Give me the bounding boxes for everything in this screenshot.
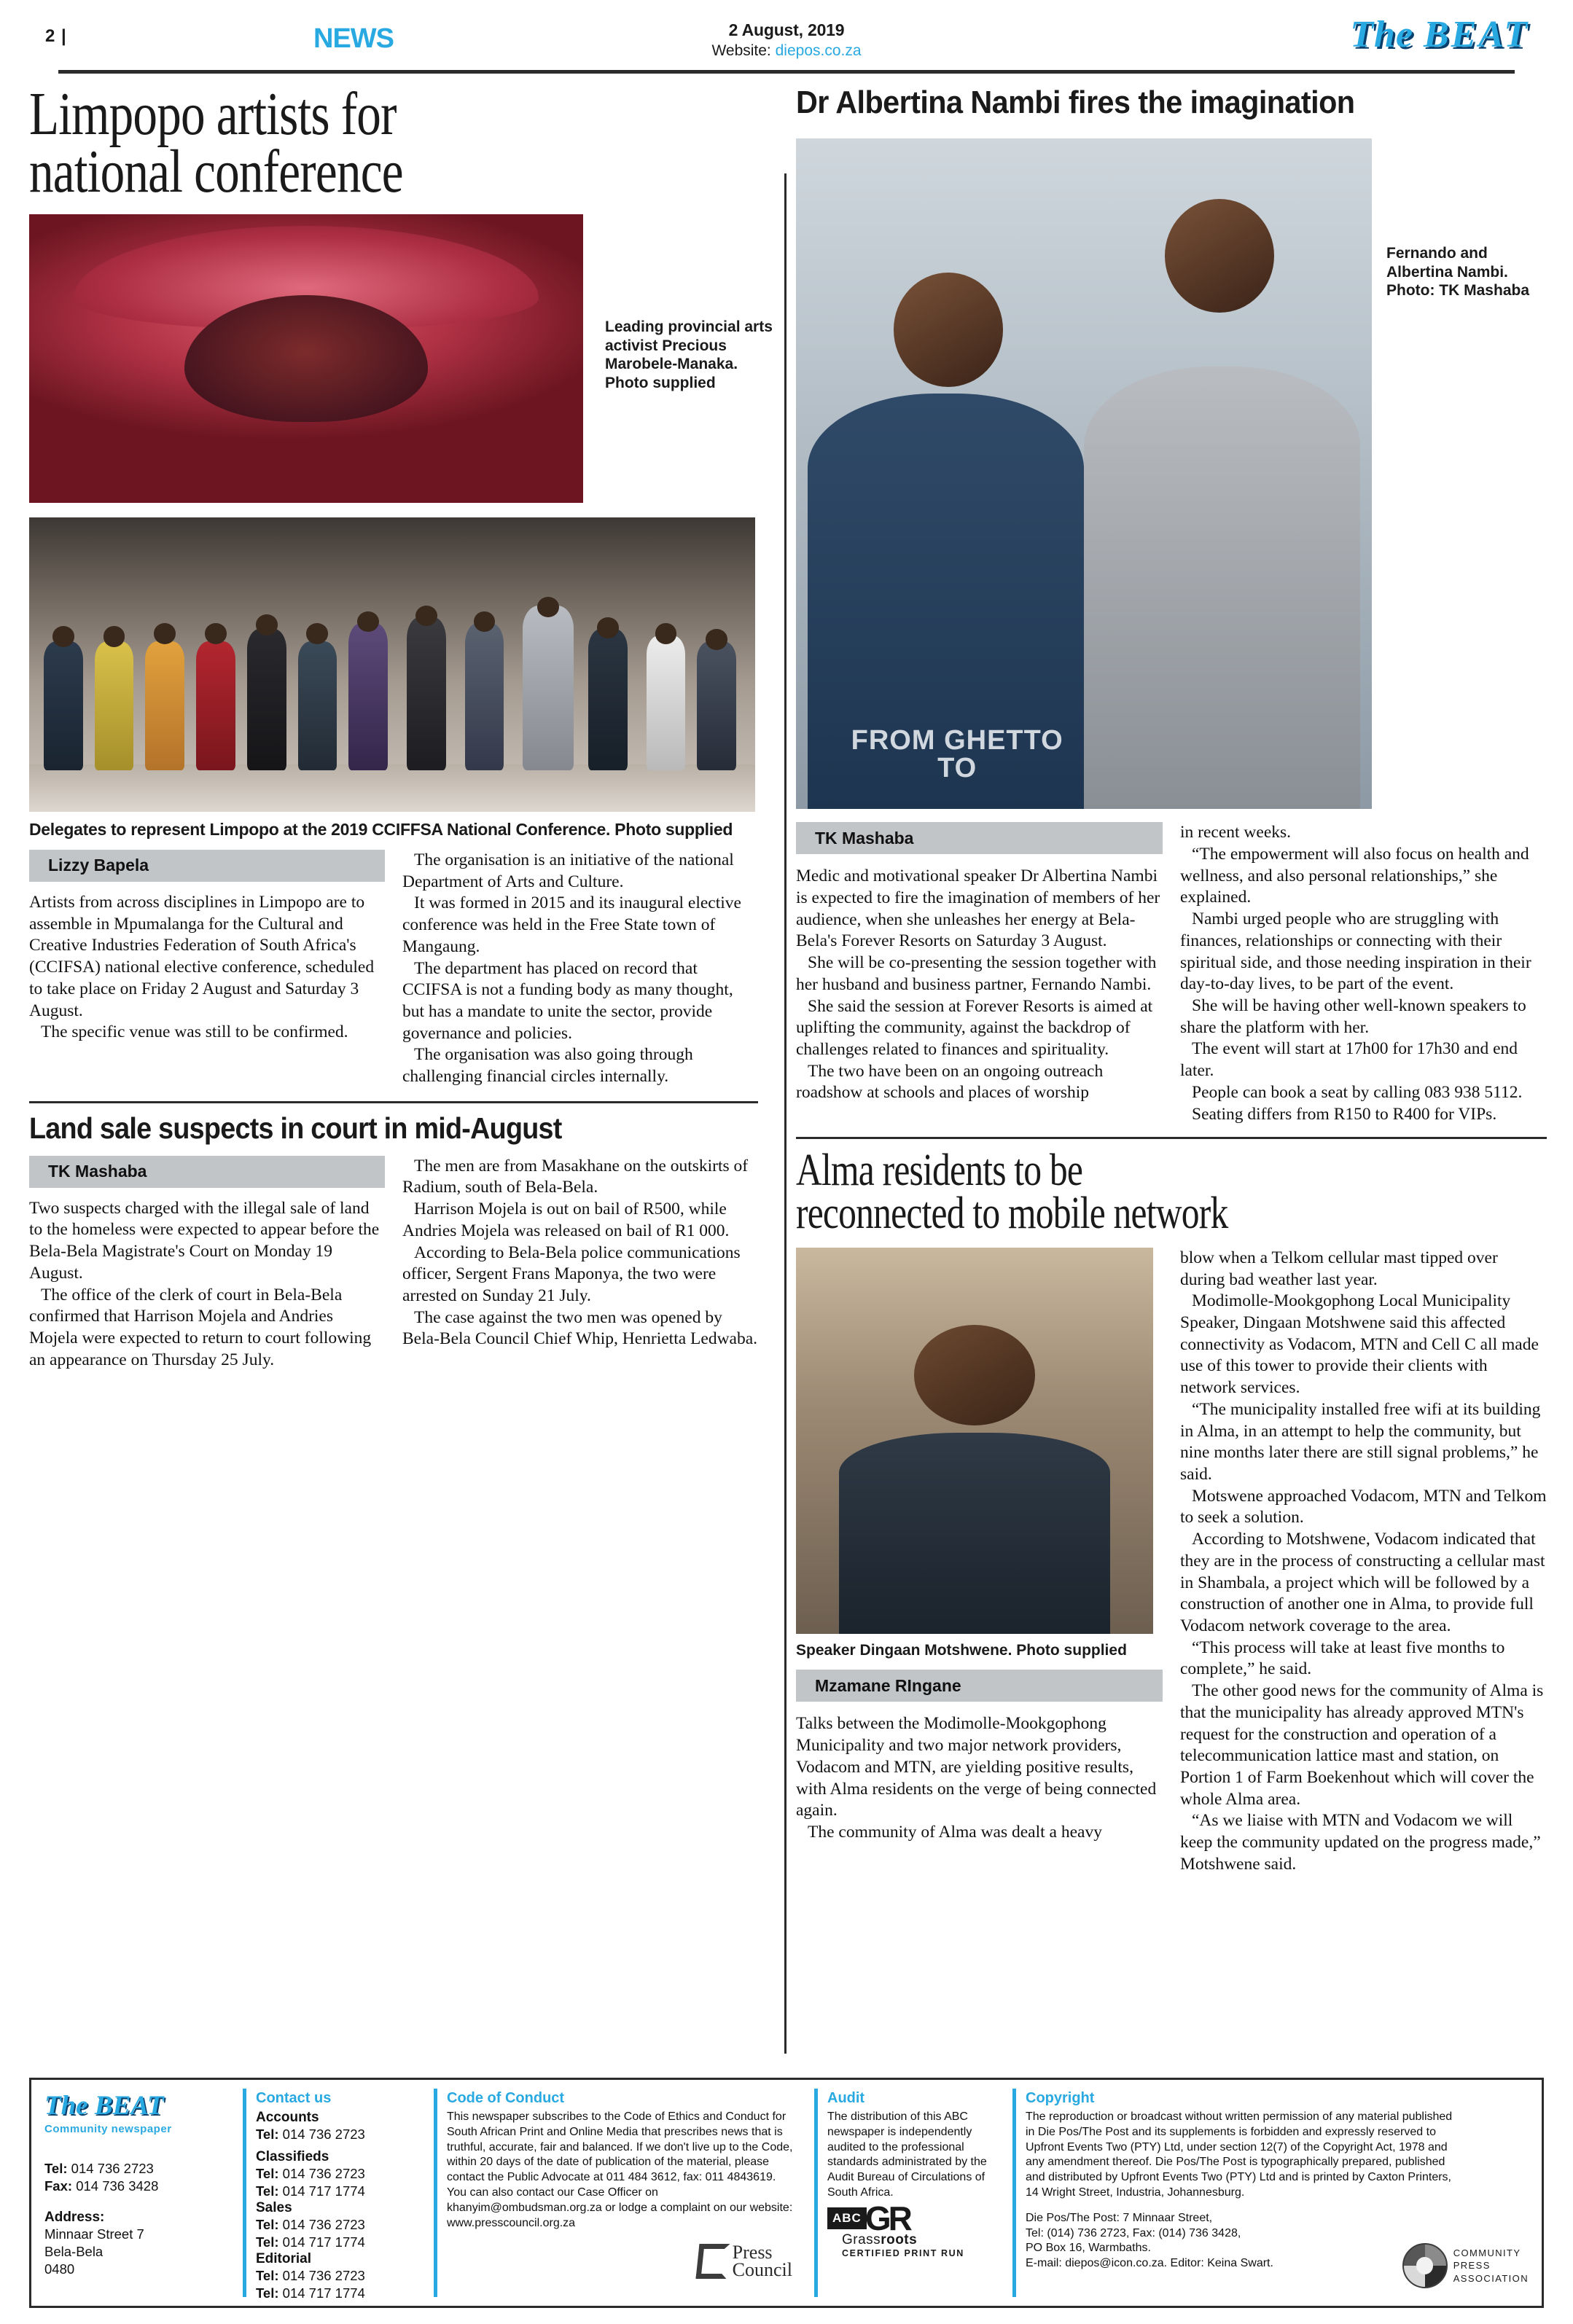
community-press-association-logo (1402, 2243, 1529, 2288)
delegate-figure (145, 641, 184, 771)
grassroots-gr-icon: GR (864, 2199, 910, 2237)
footer-tel-line (44, 2160, 231, 2178)
limpopo-col-1 (29, 850, 385, 1088)
paragraph: The men are from Masakhane on the outskirts of Radium, south of Bela-Bela. (402, 1156, 749, 1197)
delegate-head (104, 626, 125, 646)
paragraph: Seating differs from R150 to R400 for VIPs. (1192, 1104, 1497, 1124)
paragraph: blow when a Telkom cellular mast tipped over during bad weather last year. (1180, 1248, 1498, 1289)
footer-code-title: Code of Conduct (447, 2090, 565, 2106)
page-folio: 2 | (45, 26, 67, 46)
tel-label: Tel: (256, 2234, 279, 2250)
footer-address-line1: Minnaar Street 7 (44, 2226, 144, 2242)
precious-marobele-photo (29, 214, 583, 503)
cpa-line3: ASSOCIATION (1453, 2272, 1529, 2284)
landsale-article-columns (29, 1156, 758, 1372)
nambi-figure-right (1084, 367, 1360, 809)
delegates-floor (29, 764, 755, 812)
paragraph: The office of the clerk of court in Bela-Bela confirmed that Harrison Mojela and Andries Mojela were expected to return to court following an appearance on Thursday 25 July. (29, 1285, 372, 1369)
masthead-dateblock (29, 20, 1544, 60)
paragraph: The other good news for the community of Alma is that the municipality has already approved MTN's request for the construction and operation of a telecommunication lattice mast and station, on Portion 1 of Farm Boekenhout which will cover the whole Alma area. (1180, 1681, 1544, 1809)
issue-date: 2 August, 2019 (728, 20, 845, 39)
footer-contact-group-name: Editorial (256, 2251, 312, 2267)
paragraph: People can book a seat by calling 083 938 5112. (1192, 1082, 1523, 1102)
landsale-body-col1 (29, 1198, 385, 1372)
delegates-photo (29, 517, 755, 812)
footer-copyright-line2: Tel: (014) 736 2723, Fax: (014) 736 3428, (1026, 2226, 1241, 2239)
footer-separator (434, 2089, 437, 2297)
footer-audit-column (814, 2080, 1012, 2306)
tel-label: Tel: (256, 2183, 279, 2199)
abc-grassroots-logo (827, 2199, 1001, 2237)
delegate-figure (196, 641, 235, 771)
footer-address-line3: 0480 (44, 2261, 75, 2277)
tel-value: 014 717 1774 (282, 2183, 365, 2199)
delegate-head (52, 626, 74, 646)
paragraph: in recent weeks. (1180, 823, 1292, 842)
delegates-caption: Delegates to represent Limpopo at the 2019 CCIFFSA National Conference. Photo supplied (29, 819, 733, 839)
alma-article-columns (796, 1248, 1547, 1876)
section-label: NEWS (313, 23, 394, 54)
abc-badge: ABC (827, 2207, 867, 2229)
footer-separator (243, 2089, 246, 2297)
nambi-head-left (894, 273, 1003, 386)
tel-value: 014 736 2723 (282, 2268, 365, 2284)
alma-body-col2 (1180, 1248, 1547, 1876)
nambi-photo-caption: Fernando and Albertina Nambi. Photo: TK Mashaba (1386, 245, 1530, 300)
paragraph: The community of Alma was dealt a heavy (808, 1822, 1102, 1842)
footer-masthead-column (31, 2080, 243, 2306)
paragraph: She will be having other well-known speakers to share the platform with her. (1180, 995, 1526, 1037)
footer-address-label: Address: (44, 2210, 105, 2226)
limpopo-headline-line1: Limpopo artists for (29, 80, 397, 148)
delegate-head (306, 623, 328, 643)
delegate-figure (247, 629, 286, 770)
alma-byline: Mzamane RIngane (796, 1670, 1163, 1702)
paragraph: “The municipality installed free wifi at its building in Alma, in an attempt to help the community, but nine months later there are still signal problems,” he said. (1180, 1399, 1541, 1484)
nambi-col-2 (1180, 822, 1547, 1125)
paragraph: “As we liaise with MTN and Vodacom we will keep the community updated on the progress made,” Motshwene said. (1180, 1811, 1541, 1874)
paragraph: She said the session at Forever Resorts is aimed at uplifting the community, against the backdrop of challenges related to finances and spirituality. (796, 996, 1153, 1059)
footer-fax-value: 014 736 3428 (76, 2178, 159, 2194)
footer-tel-value: 014 736 2723 (71, 2161, 154, 2176)
grassroots-wordmark (842, 2232, 1001, 2248)
motshwene-body (839, 1433, 1110, 1634)
cpa-line1: COMMUNITY (1453, 2247, 1521, 2258)
tel-label: Tel: (256, 2127, 279, 2142)
paragraph: The department has placed on record that CCIFSA is not a funding body as many thought, but has a mandate to unite the sector, provide governance and policies. (402, 958, 733, 1043)
delegate-head (154, 623, 176, 643)
paragraph: The two have been on an ongoing outreach roadshow at schools and places of worship (796, 1061, 1104, 1103)
press-council-wordmark (732, 2241, 792, 2281)
nambi-article-columns (796, 822, 1547, 1125)
cpa-emblem-icon (1402, 2243, 1448, 2288)
delegate-head (256, 614, 278, 635)
footer-contact-group-name: Accounts (256, 2110, 319, 2125)
footer-code-column (434, 2080, 814, 2306)
limpopo-body-col1 (29, 892, 385, 1044)
paragraph: The specific venue was still to be confirmed. (41, 1022, 348, 1042)
paragraph: Talks between the Modimolle-Mookgophong Municipality and two major network providers, Vodacom and MTN, are yielding positive results, with Alma residents on the verge of being connected again. (796, 1714, 1157, 1820)
landsale-col-1 (29, 1156, 385, 1372)
page-masthead (29, 0, 1544, 73)
alma-col-1 (796, 1248, 1163, 1876)
limpopo-article-columns (29, 850, 758, 1088)
paragraph: The case against the two men was opened by Bela-Bela Council Chief Whip, Henrietta Ledwaba. (402, 1307, 758, 1349)
nambi-head-right (1165, 199, 1274, 313)
tel-label: Tel: (256, 2217, 279, 2233)
tel-label: Tel: (256, 2166, 279, 2182)
section-rule (29, 1101, 758, 1103)
landsale-headline: Land sale suspects in court in mid-August (29, 1111, 562, 1145)
nambi-col-1 (796, 822, 1163, 1125)
cpa-line2: PRESS (1453, 2260, 1491, 2272)
footer-fax-line (44, 2178, 231, 2195)
beat-logo (1350, 13, 1529, 56)
footer-contact-column (243, 2080, 434, 2306)
delegate-figure (523, 606, 574, 770)
alma-headline-line2: reconnected to mobile network (796, 1188, 1228, 1238)
paragraph: Motswene approached Vodacom, MTN and Telkom to seek a solution. (1180, 1486, 1547, 1527)
footer-separator (814, 2089, 818, 2297)
alma-body-col1 (796, 1713, 1163, 1843)
footer-audit-title: Audit (827, 2090, 865, 2106)
landsale-body-col2 (402, 1156, 758, 1350)
footer-contact-number (256, 2216, 422, 2234)
tel-value: 014 736 2723 (282, 2217, 365, 2233)
paragraph: “This process will take at least five months to complete,” he said. (1180, 1638, 1505, 1679)
paragraph: Artists from across disciplines in Limpopo are to assemble in Mpumalanga for the Cultural and Creative Industries Federation of South Africa's (CCIFSA) national elective conference, scheduled to take place on Friday 2 August and Saturday 3 August. (29, 892, 375, 1020)
delegate-head (415, 606, 437, 626)
masthead-rule (58, 70, 1515, 74)
tel-label: Tel: (256, 2268, 279, 2284)
alma-headline-line1: Alma residents to be (796, 1146, 1083, 1196)
paragraph: It was formed in 2015 and its inaugural elective conference was held in the Free State town of Mangaung. (402, 893, 741, 956)
footer-tel-label: Tel: (44, 2161, 68, 2176)
tel-label: Tel: (256, 2285, 279, 2301)
motshwene-head (914, 1325, 1036, 1425)
footer-logo-tagline: Community newspaper (44, 2123, 172, 2135)
delegate-head (597, 617, 619, 638)
delegate-figure (95, 641, 134, 771)
delegate-figure (348, 623, 388, 770)
press-council-line1: Press (732, 2241, 773, 2263)
limpopo-headline-line2: national conference (29, 137, 403, 206)
tel-value: 014 736 2723 (282, 2166, 365, 2182)
grassroots-light: Grass (842, 2231, 881, 2247)
footer-contact-number (256, 2285, 422, 2302)
delegate-figure (588, 629, 628, 770)
website-line (29, 42, 1544, 60)
footer-audit-text: The distribution of this ABC newspaper is independently audited to the professional standards administrated by the Audit Bureau of Circulations of South Africa. (827, 2110, 987, 2199)
delegate-figure (697, 641, 736, 771)
press-council-glyph-icon (695, 2244, 730, 2279)
footer-separator (1012, 2089, 1016, 2297)
alma-col-2 (1180, 1248, 1547, 1876)
right-column (780, 85, 1547, 1876)
delegate-head (655, 623, 677, 643)
alma-headline (796, 1146, 1548, 1238)
footer-contact-number (256, 2165, 422, 2183)
delegate-figure (465, 623, 504, 770)
footer-contact-number (256, 2126, 422, 2143)
delegate-head (205, 623, 227, 643)
delegate-figure (44, 641, 83, 771)
section-rule (796, 1137, 1547, 1139)
cpa-wordmark (1453, 2247, 1529, 2285)
page-footer (29, 2078, 1544, 2308)
precious-photo-caption: Leading provincial arts activist Precious Marobele-Manaka. Photo supplied (605, 318, 773, 391)
tel-value: 014 717 1774 (282, 2285, 365, 2301)
limpopo-col-2 (402, 850, 758, 1088)
paragraph: Modimolle-Mookgophong Local Municipality Speaker, Dingaan Motshwene said this affected connectivity as Vodacom, MTN and Cell C all made use of this tower to provide their clients with network services. (1180, 1291, 1539, 1398)
limpopo-headline (29, 80, 776, 206)
paragraph: According to Bela-Bela police communications officer, Sergent Frans Maponya, the two were arrested on Sunday 21 July. (402, 1243, 741, 1305)
nambi-photo (796, 138, 1372, 809)
website-label: Website: (711, 42, 771, 59)
delegate-head (706, 629, 727, 649)
delegate-figure (647, 635, 686, 771)
left-column (29, 80, 780, 1876)
paragraph: Medic and motivational speaker Dr Albertina Nambi is expected to fire the imagination of members of her audience, when she unleashes her energy at Bela-Bela's Forever Resorts on Saturday 3 August. (796, 866, 1160, 951)
press-council-line2: Council (732, 2259, 792, 2281)
footer-copyright-line3: PO Box 16, Warmbaths. (1026, 2242, 1151, 2255)
paragraph: The event will start at 17h00 for 17h30 and end later. (1180, 1039, 1518, 1081)
footer-code-text: This newspaper subscribes to the Code of Ethics and Conduct for South African Print and Online Media that prescribes news that is truthful, accurate, fair and balanced. If we don't live up to the Code, within 20 days of the date of publication of the material, please contact the Public Advocate at 011 484 3612, fax: 011 4843619. You can also contact our Case Officer on khanyim@ombudsman.org.za or lodge a complaint on our website: www.presscouncil.org.za (447, 2110, 793, 2229)
paragraph: The organisation is an initiative of the national Department of Arts and Culture. (402, 850, 734, 891)
tel-value: 014 736 2723 (282, 2127, 365, 2142)
footer-logo-the: The (44, 2091, 88, 2121)
footer-contact-number (256, 2234, 422, 2251)
footer-beat-logo (44, 2090, 231, 2121)
grassroots-certified: CERTIFIED PRINT RUN (842, 2247, 964, 2258)
paragraph: The organisation was also going through challenging financial circles internally. (402, 1045, 693, 1087)
paragraph: “The empowerment will also focus on health and wellness, and also personal relationships,” she explained. (1180, 844, 1529, 907)
footer-contact-title: Contact us (256, 2090, 332, 2106)
footer-logo-beat: BEAT (94, 2091, 164, 2121)
nambi-shirt-text: FROM GHETTO TO (851, 725, 1063, 784)
footer-contact-number (256, 2267, 422, 2285)
footer-contact-group-name: Sales (256, 2200, 292, 2216)
motshwene-photo (796, 1248, 1153, 1634)
website-url[interactable]: diepos.co.za (775, 42, 862, 59)
landsale-byline: TK Mashaba (29, 1156, 385, 1188)
footer-copyright-title: Copyright (1026, 2090, 1095, 2106)
footer-contact-number (256, 2183, 422, 2200)
delegate-figure (407, 617, 446, 770)
beat-logo-beat: BEAT (1424, 14, 1529, 55)
paragraph: Harrison Mojela is out on bail of R500, while Andries Mojela was released on bail of R1 000. (402, 1200, 730, 1240)
footer-address-line2: Bela-Bela (44, 2244, 104, 2260)
nambi-body-col1 (796, 866, 1163, 1104)
footer-copyright-line1: Die Pos/The Post: 7 Minnaar Street, (1026, 2211, 1213, 2224)
footer-copyright-column (1012, 2080, 1542, 2306)
footer-contact-group-name: Classifieds (256, 2149, 329, 2165)
nambi-body-col2 (1180, 822, 1547, 1125)
paragraph: She will be co-presenting the session together with her husband and business partner, Fernando Nambi. (796, 953, 1157, 994)
footer-fax-label: Fax: (44, 2178, 73, 2194)
motshwene-photo-caption: Speaker Dingaan Motshwene. Photo supplied (796, 1641, 1127, 1659)
beat-logo-the: The (1350, 14, 1414, 55)
delegate-figure (298, 641, 337, 771)
nambi-byline: TK Mashaba (796, 822, 1163, 854)
paragraph: Two suspects charged with the illegal sale of land to the homeless were expected to appear before the Bela-Bela Magistrate's Court on Monday 19 August. (29, 1198, 380, 1283)
grassroots-bold: roots (881, 2231, 918, 2247)
paragraph: According to Motshwene, Vodacom indicated that they are in the process of constructing a cellular mast in Shambala, a project which will be followed by a construction of another one in Alma, to provide full Vodacom network coverage to the area. (1180, 1530, 1545, 1635)
landsale-col-2 (402, 1156, 758, 1372)
tel-value: 014 717 1774 (282, 2234, 365, 2250)
page-body (29, 80, 1547, 1876)
footer-copyright-text: The reproduction or broadcast without written permission of any material published in Die Pos/The Post and its supplements is forbidden and expressly reserved to Upfront Events Two (PTY) Ltd, under section 12(7) of the Copyright Act, 1978 and any amendment thereof. Die Pos/The Post is typographically prepared, published and distributed by Upfront Events Two (PTY) Ltd and is printed by Caxton Printers, 14 Wright Street, Industria, Johannesburg. (1026, 2110, 1453, 2199)
press-council-logo (698, 2241, 792, 2281)
nambi-headline: Dr Albertina Nambi fires the imagination (796, 85, 1355, 120)
limpopo-body-col2 (402, 850, 758, 1088)
paragraph: Nambi urged people who are struggling with finances, relationships or connecting with their spiritual side, and those needing inspiration in their day-to-day lives, to be part of the event. (1180, 909, 1531, 994)
limpopo-byline: Lizzy Bapela (29, 850, 385, 882)
footer-copyright-line4: E-mail: diepos@icon.co.za. Editor: Keina Swart. (1026, 2257, 1273, 2270)
